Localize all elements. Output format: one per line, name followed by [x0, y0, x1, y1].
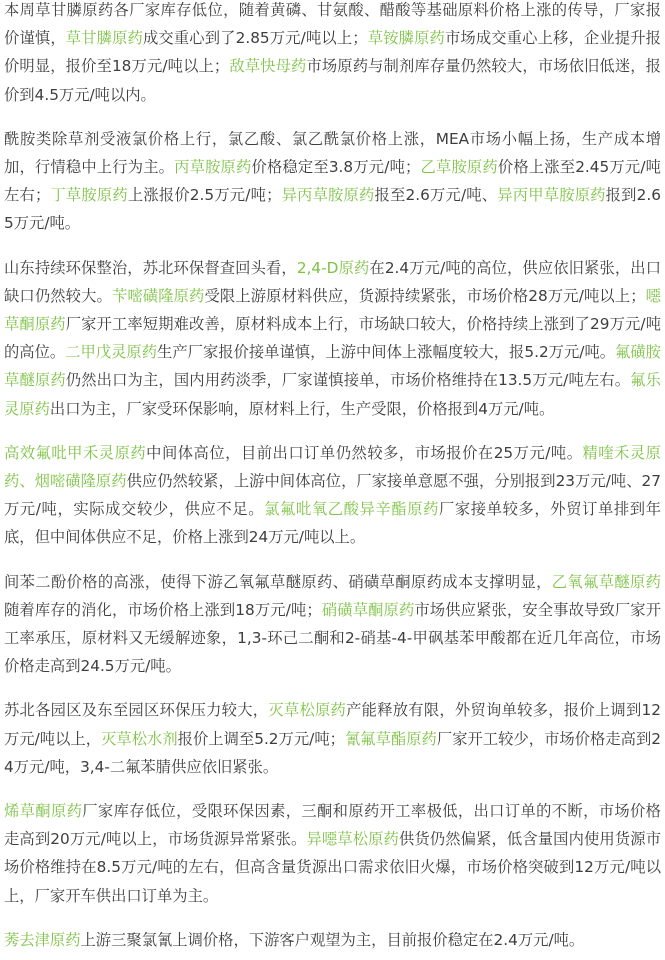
- paragraph-text: 价格稳定至3.8万元/吨；: [251, 158, 421, 177]
- product-name-highlight: 烯草酮原药: [4, 802, 83, 821]
- paragraph-resorcinol: [4, 568, 661, 681]
- product-name-highlight: 二甲戊灵原药: [65, 343, 158, 362]
- paragraph-haloxyfop: [4, 439, 661, 552]
- paragraph-text: 在2.4万元/吨的高位，供应依旧紧张，出口缺口仍然较大。: [4, 258, 661, 305]
- product-name-highlight: 草铵膦原药: [367, 29, 445, 48]
- product-name-highlight: 氯氟吡氧乙酸异辛酯原药: [264, 500, 440, 519]
- product-name-highlight: 硝磺草酮原药: [321, 600, 415, 619]
- paragraph-text: 报到2.65万元/吨。: [4, 186, 661, 233]
- paragraph-text: 厂家开工率短期难改善，原材料成本上行，市场缺口较大，价格持续上涨到了29万元/吨的高位。: [4, 315, 661, 362]
- product-name-highlight: 灭草松原药: [268, 701, 347, 720]
- paragraph-text: 厂家库存低位，受限环保因素，三酮和原药开工率极低，出口订单的不断，市场价格走高到20万元/吨以上，市场货源异常紧张。: [4, 802, 661, 849]
- product-name-highlight: 高效氟吡甲禾灵原药: [4, 443, 147, 462]
- paragraph-text: 市场成交重心上移，企业提升报价明显，报价至18万元/吨以上；: [4, 29, 661, 76]
- paragraph-text: 山东持续环保整治，苏北环保督查回头看，: [4, 258, 297, 277]
- paragraph-glyphosate: [4, 0, 661, 109]
- paragraph-clethodim: [4, 797, 661, 910]
- paragraph-atrazine: [4, 926, 661, 954]
- paragraph-text: 生产厂家报价接单谨慎，上游中间体上涨幅度较大，报5.2万元/吨。: [157, 343, 616, 362]
- product-name-highlight: 氟乐灵原药: [4, 371, 661, 418]
- paragraph-text: 报至2.6万元/吨、: [374, 186, 498, 205]
- product-name-highlight: 丙草胺原药: [174, 158, 252, 177]
- product-name-highlight: 异噁草松原药: [306, 830, 399, 849]
- product-name-highlight: 乙草胺原药: [420, 158, 498, 177]
- paragraph-amide-herbicides: [4, 125, 661, 238]
- paragraph-text: 价格上涨至2.45万元/吨左右；: [4, 158, 661, 205]
- product-name-highlight: 草甘膦原药: [65, 29, 143, 48]
- paragraph-text: 供货仍然偏紧，低含量国内使用货源市场价格维持在8.5万元/吨的左右，但高含量货源出口需求依旧火爆，市场价格突破到12万元/吨以上，厂家开车供出口订单为主。: [4, 830, 661, 905]
- product-name-highlight: 氰氟草酯原药: [344, 729, 437, 748]
- product-name-highlight: 氟磺胺草醚原药: [4, 343, 661, 390]
- product-name-highlight: 2,4-D原药: [296, 258, 370, 277]
- product-name-highlight: 异丙甲草胺原药: [497, 186, 606, 205]
- paragraph-text: 中间体高位，目前出口订单仍然较多，市场报价在25万元/吨。: [146, 443, 583, 462]
- paragraph-text: 厂家接单较多，外贸订单排到年底，但中间体供应不足，价格上涨到24万元/吨以上。: [4, 500, 661, 547]
- paragraph-bentazone: [4, 696, 661, 781]
- product-name-highlight: 莠去津原药: [4, 930, 81, 949]
- paragraph-text: 随着库存的消化，市场价格上涨到18万元/吨；: [4, 600, 322, 619]
- product-name-highlight: 敌草快母药: [229, 57, 307, 76]
- paragraph-text: 酰胺类除草剂受液氯价格上行，氯乙酸、氯乙酰氯价格上涨，MEA市场小幅上扬，生产成本增加，行情稳中上行为主。: [4, 129, 661, 177]
- product-name-highlight: 噁草酮原药: [4, 286, 661, 334]
- paragraph-text: 上涨报价2.5万元/吨；: [127, 186, 282, 205]
- paragraph-text: 产能释放有限，外贸询单较多，报价上调到12万元/吨以上，: [4, 701, 661, 748]
- product-name-highlight: 精喹禾灵原药、烟嘧磺隆原药: [4, 443, 661, 491]
- paragraph-text: 市场原药与制剂库存量仍然较大，市场依旧低迷，报价到4.5万元/吨以内。: [4, 57, 661, 104]
- paragraph-text: 仍然出口为主，国内用药淡季，厂家谨慎接单，市场价格维持在13.5万元/吨左右。: [65, 371, 631, 390]
- paragraph-text: 本周草甘膦原药各厂家库存低位，随着黄磷、甘氨酸、醋酸等基础原料价格上涨的传导，厂家报价谨慎，: [4, 1, 661, 48]
- paragraph-text: 受限上游原材料供应，货源持续紧张，市场价格28万元/吨以上；: [204, 286, 646, 305]
- paragraph-text: 间苯二酚价格的高涨，使得下游乙氧氟草醚原药、硝磺草酮原药成本支撑明显，: [4, 572, 552, 591]
- paragraph-text: 苏北各园区及东至园区环保压力较大，: [4, 701, 269, 720]
- product-name-highlight: 苄嘧磺隆原药: [111, 286, 205, 305]
- product-name-highlight: 灭草松水剂: [101, 729, 178, 748]
- paragraph-text: 市场供应紧张，安全事故导致厂家开工率承压，原材料又无缓解迹象，1,3-环己二酮和2-硝基-4-甲砜基苯甲酸都在近几年高位，市场价格走高到24.5万元/吨。: [4, 600, 661, 676]
- paragraph-text: 供应仍然较紧，上游中间体高位，厂家接单意愿不强，分别报到23万元/吨、27万元/吨，实际成交较少，供应不足。: [4, 472, 661, 519]
- paragraph-shandong-supply: [4, 254, 661, 423]
- product-name-highlight: 丁草胺原药: [50, 186, 128, 205]
- paragraph-text: 成交重心到了2.85万元/吨以上；: [142, 29, 368, 48]
- product-name-highlight: 乙氧氟草醚原药: [551, 572, 661, 591]
- paragraph-text: 上游三聚氯氰上调价格，下游客户观望为主，目前报价稳定在2.4万元/吨。: [80, 930, 585, 949]
- paragraph-text: 出口为主，厂家受环保影响，原材料上行，生产受限，价格报到4万元/吨。: [49, 399, 555, 418]
- paragraph-text: 厂家开工较少，市场价格走高到24万元/吨，3,4-二氟苯腈供应依旧紧张。: [4, 729, 661, 776]
- product-name-highlight: 异丙草胺原药: [281, 186, 375, 205]
- paragraph-text: 报价上调至5.2万元/吨；: [177, 729, 345, 748]
